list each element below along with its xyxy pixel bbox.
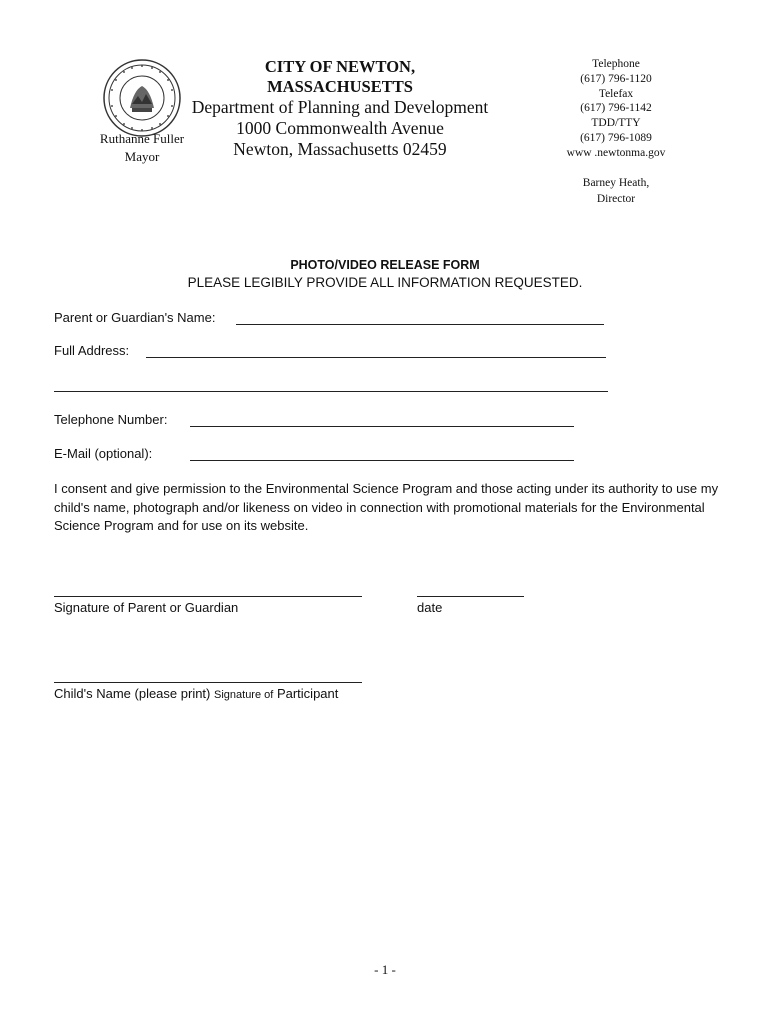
mayor-title: Mayor — [124, 149, 160, 164]
department-name: Department of Planning and Development — [191, 97, 489, 117]
date-field[interactable] — [417, 596, 524, 597]
mayor-name: Ruthanne Fuller — [99, 131, 185, 146]
guardian-signature-label: Signature of Parent or Guardian — [54, 600, 239, 615]
guardian-name-label: Parent or Guardian's Name: — [54, 310, 216, 325]
director-block — [555, 175, 677, 207]
contact-line: (617) 796-1089 — [580, 131, 652, 144]
contact-line: TDD/TTY — [591, 117, 641, 130]
contact-block — [555, 57, 677, 161]
contact-line: (617) 796-1142 — [580, 102, 652, 115]
guardian-name-field[interactable] — [236, 324, 604, 325]
website: www .newtonma.gov — [566, 146, 666, 159]
consent-statement: I consent and give permission to the Environmental Science Program and those acting under its authority to use my child's name, photograph and/or likeness on video in connection with promotional materials for the Environmental Science Program and for use on its website. — [54, 481, 719, 533]
date-label: date — [417, 600, 443, 615]
participant-signature-label: Participant — [276, 686, 339, 701]
page-number: - 1 - — [374, 962, 396, 977]
contact-line: Telephone — [592, 58, 640, 70]
participant-signature-prefix: Signature of — [214, 689, 274, 701]
street-address: 1000 Commonwealth Avenue — [236, 118, 444, 138]
city-state-zip: Newton, Massachusetts 02459 — [233, 139, 447, 159]
email-field[interactable] — [190, 460, 574, 461]
email-label: E-Mail (optional): — [54, 446, 153, 461]
form-subtitle: PLEASE LEGIBILY PROVIDE ALL INFORMATION REQUESTED. — [187, 275, 583, 290]
child-name-label: Child's Name (please print) — [54, 686, 211, 701]
address-label: Full Address: — [54, 343, 130, 358]
address-field-line-2[interactable] — [54, 391, 608, 392]
telephone-field[interactable] — [190, 426, 574, 427]
director-name: Barney Heath, — [582, 177, 650, 189]
city-seal-logo — [102, 58, 182, 138]
guardian-signature-field[interactable] — [54, 596, 362, 597]
city-name: CITY OF NEWTON, MASSACHUSETTS — [264, 57, 416, 96]
form-title: PHOTO/VIDEO RELEASE FORM — [290, 258, 480, 272]
contact-line: (617) 796-1120 — [580, 72, 652, 85]
address-field-line-1[interactable] — [146, 357, 606, 358]
contact-line: Telefax — [598, 87, 634, 100]
letterhead-center — [190, 57, 490, 160]
child-name-label-row — [54, 686, 338, 701]
director-title: Director — [596, 193, 636, 205]
child-name-field[interactable] — [54, 682, 362, 683]
telephone-label: Telephone Number: — [54, 412, 168, 427]
